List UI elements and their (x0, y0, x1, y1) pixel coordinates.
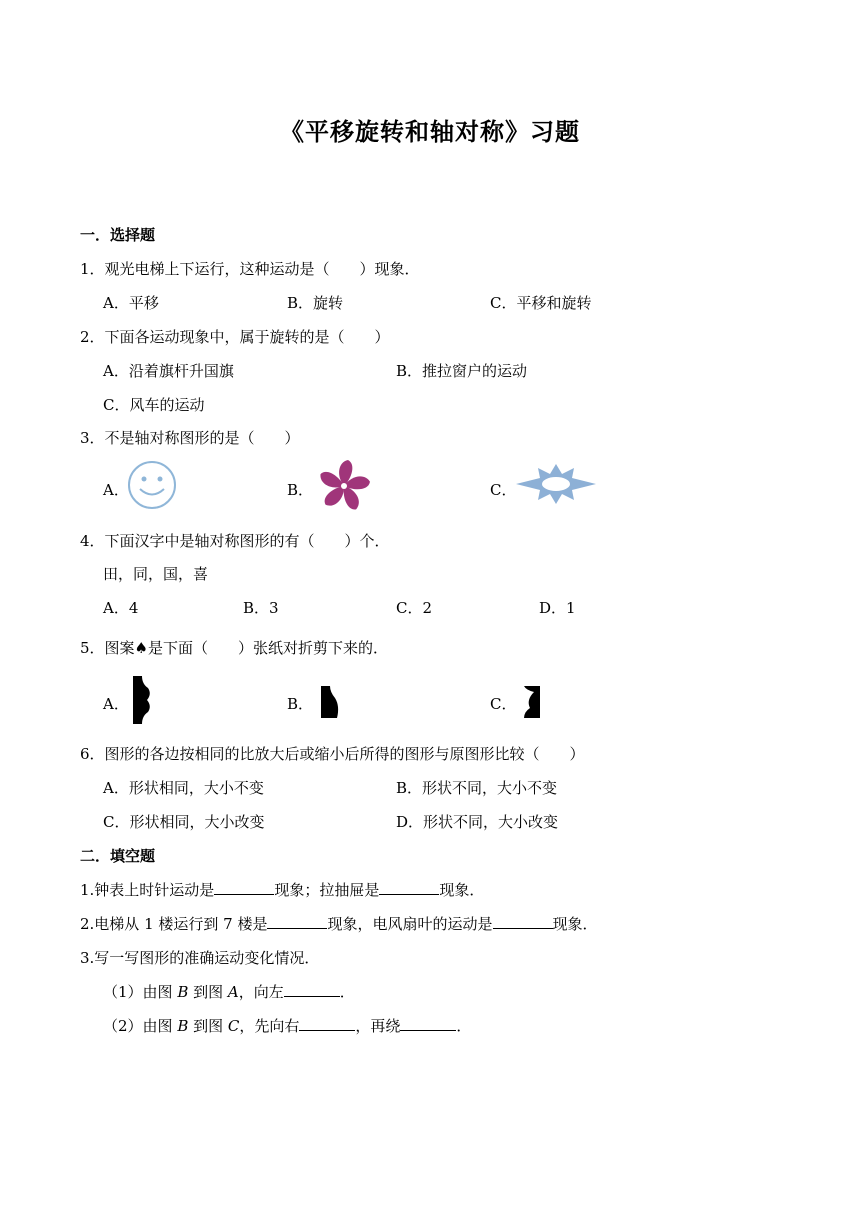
question-5-option-a: A． (103, 695, 129, 713)
fill-1-blank-2[interactable] (379, 880, 439, 895)
sub-2-var-1: B (177, 1017, 189, 1035)
folded-paper-a-icon (130, 674, 156, 726)
fill-1-part-2: 现象；拉抽屉是 (274, 881, 380, 899)
sub-2-var-2: C (227, 1017, 240, 1035)
question-5-option-c: C． (490, 695, 517, 713)
fill-question-3-sub-1 (103, 981, 355, 1002)
question-6-option-a: A．形状相同，大小不变 (103, 779, 264, 797)
question-5-stem: 5．图案♠是下面（ ）张纸对折剪下来的． (80, 639, 388, 657)
sub-2-text-5: ． (456, 1017, 472, 1035)
question-3-option-b: B． (287, 481, 314, 499)
question-1-stem: 1．观光电梯上下运行，这种运动是（ ）现象． (80, 260, 420, 278)
folded-paper-c-icon (520, 684, 544, 720)
bauhinia-flower-icon (314, 458, 374, 514)
fill-question-2 (80, 913, 598, 934)
sub-1-text-4: ． (339, 983, 355, 1001)
page-title: 《平移旋转和轴对称》习题 (280, 117, 580, 146)
fill-1-part-3: 现象． (439, 881, 485, 899)
question-6-stem: 6．图形的各边按相同的比放大后或缩小后所得的图形与原图形比较（ ） (80, 745, 585, 763)
question-6-option-b: B．形状不同，大小不变 (396, 779, 558, 797)
sub-1-blank[interactable] (284, 982, 340, 997)
question-2-stem: 2．下面各运动现象中，属于旋转的是（ ） (80, 328, 390, 346)
sub-1-text-1: （1）由图 (103, 983, 178, 1001)
folded-paper-b-icon (318, 684, 342, 720)
question-5-option-b: B． (287, 695, 314, 713)
sub-1-var-1: B (177, 983, 189, 1001)
sub-2-text-3: ，先向右 (239, 1017, 300, 1035)
sub-2-text-2: 到图 (188, 1017, 228, 1035)
smiley-face-icon (125, 460, 179, 510)
fill-1-part-1: 1.钟表上时针运动是 (80, 881, 215, 899)
question-4-option-d: D．1 (539, 599, 576, 617)
question-2-option-c: C．风车的运动 (103, 396, 205, 414)
section-heading-choice: 一．选择题 (80, 226, 156, 244)
question-4-stem: 4．下面汉字中是轴对称图形的有（ ）个． (80, 532, 390, 550)
fill-2-part-3: 现象． (552, 915, 598, 933)
fill-1-blank-1[interactable] (214, 880, 274, 895)
sub-1-text-3: ，向左 (238, 983, 284, 1001)
question-4-characters: 田，同，国，喜 (103, 565, 209, 583)
fill-2-part-2: 现象，电风扇叶的运动是 (327, 915, 493, 933)
question-6-option-d: D．形状不同，大小改变 (396, 813, 559, 831)
fill-question-3-sub-2 (103, 1015, 471, 1036)
question-4-option-b: B．3 (243, 599, 279, 617)
question-4-option-a: A．4 (103, 599, 139, 617)
fill-2-part-1: 2.电梯从 1 楼运行到 7 楼是 (80, 915, 268, 933)
question-3-option-c: C． (490, 481, 517, 499)
sub-2-blank-1[interactable] (299, 1016, 355, 1031)
fill-question-3-stem: 3.写一写图形的准确运动变化情况． (80, 949, 320, 967)
sun-star-icon (514, 462, 598, 506)
fill-2-blank-2[interactable] (493, 914, 553, 929)
sub-2-blank-2[interactable] (400, 1016, 456, 1031)
question-2-option-a: A．沿着旗杆升国旗 (103, 362, 234, 380)
sub-1-var-2: A (227, 983, 239, 1001)
fill-question-1 (80, 879, 484, 900)
question-1-option-a: A．平移 (103, 294, 159, 312)
question-3-stem: 3．不是轴对称图形的是（ ） (80, 429, 300, 447)
question-1-option-b: B．旋转 (287, 294, 344, 312)
section-heading-fill: 二．填空题 (80, 847, 156, 865)
sub-2-text-4: ，再绕 (355, 1017, 401, 1035)
question-1-option-c: C．平移和旋转 (490, 294, 592, 312)
question-4-option-c: C．2 (396, 599, 433, 617)
sub-2-text-1: （2）由图 (103, 1017, 178, 1035)
question-3-option-a: A． (103, 481, 129, 499)
question-6-option-c: C．形状相同，大小改变 (103, 813, 265, 831)
fill-2-blank-1[interactable] (267, 914, 327, 929)
sub-1-text-2: 到图 (188, 983, 228, 1001)
question-2-option-b: B．推拉窗户的运动 (396, 362, 528, 380)
